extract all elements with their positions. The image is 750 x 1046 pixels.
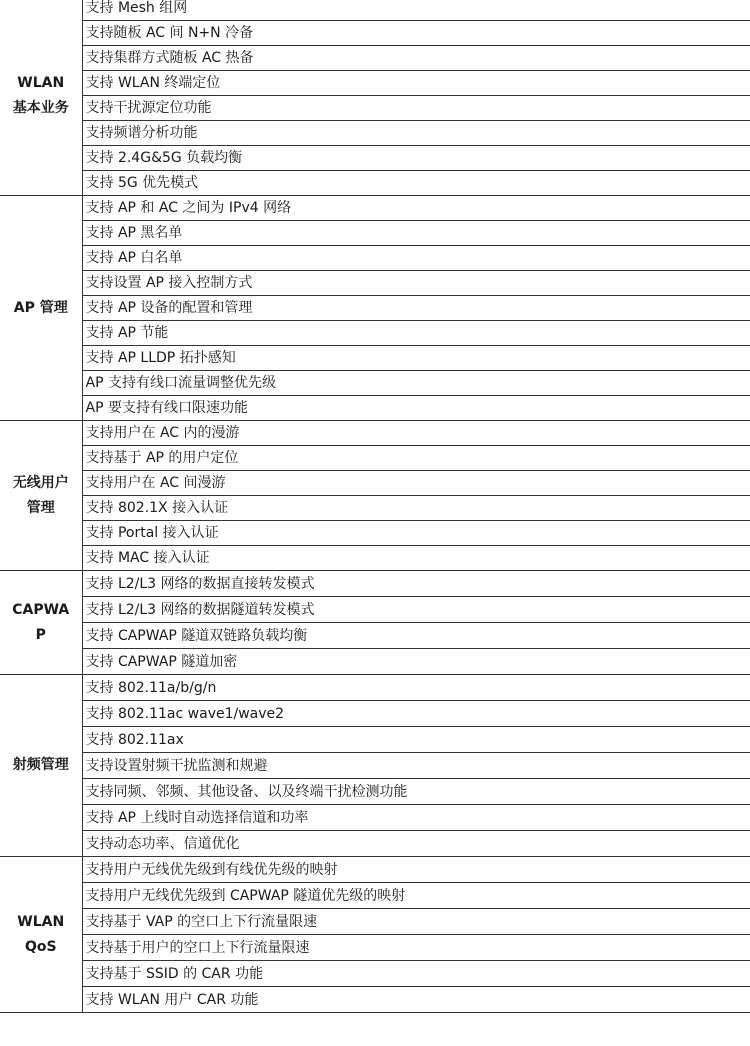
table-row [0,649,750,675]
table-row [0,831,750,857]
feature-cell: 支持 CAPWAP 隧道加密 [82,649,750,675]
table-row [0,246,750,271]
feature-cell: 支持 802.1X 接入认证 [82,496,750,521]
feature-cell: 支持动态功率、信道优化 [82,831,750,857]
table-row [0,146,750,171]
table-row [0,623,750,649]
feature-cell: 支持 802.11ax [82,727,750,753]
feature-cell: 支持同频、邻频、其他设备、以及终端干扰检测功能 [82,779,750,805]
feature-cell: 支持频谱分析功能 [82,121,750,146]
table-row [0,21,750,46]
table-row [0,396,750,421]
feature-cell: AP 要支持有线口限速功能 [82,396,750,421]
category-cell: CAPWA P [0,571,82,675]
category-cell: 射频管理 [0,675,82,857]
table-row [0,701,750,727]
feature-cell: 支持 AP 设备的配置和管理 [82,296,750,321]
feature-cell: 支持 AP 和 AC 之间为 IPv4 网络 [82,196,750,221]
feature-cell: 支持 AP 节能 [82,321,750,346]
table-row [0,171,750,196]
feature-cell: 支持用户在 AC 内的漫游 [82,421,750,446]
feature-cell: 支持 CAPWAP 隧道双链路负载均衡 [82,623,750,649]
feature-cell: 支持基于 SSID 的 CAR 功能 [82,961,750,987]
table-row [0,883,750,909]
table-row [0,496,750,521]
feature-cell: 支持 802.11ac wave1/wave2 [82,701,750,727]
feature-cell: 支持 Portal 接入认证 [82,521,750,546]
table-row [0,71,750,96]
table-row [0,571,750,597]
feature-cell: 支持 WLAN 终端定位 [82,71,750,96]
table-row [0,961,750,987]
table-row [0,296,750,321]
table-row [0,46,750,71]
feature-cell: 支持基于用户的空口上下行流量限速 [82,935,750,961]
table-row [0,521,750,546]
feature-cell: 支持用户无线优先级到有线优先级的映射 [82,857,750,883]
table-row [0,321,750,346]
table-row [0,346,750,371]
table-row [0,0,750,21]
table-row [0,935,750,961]
feature-cell: 支持 802.11a/b/g/n [82,675,750,701]
table-row [0,857,750,883]
feature-cell: 支持 AP 上线时自动选择信道和功率 [82,805,750,831]
feature-cell: 支持随板 AC 间 N+N 冷备 [82,21,750,46]
feature-cell: 支持 2.4G&5G 负载均衡 [82,146,750,171]
table-row [0,271,750,296]
feature-cell: 支持设置射频干扰监测和规避 [82,753,750,779]
feature-cell: 支持用户无线优先级到 CAPWAP 隧道优先级的映射 [82,883,750,909]
table-row [0,753,750,779]
table-row [0,371,750,396]
table-row [0,909,750,935]
feature-cell: 支持 AP 白名单 [82,246,750,271]
feature-cell: 支持用户在 AC 间漫游 [82,471,750,496]
table-row [0,121,750,146]
feature-cell: 支持 5G 优先模式 [82,171,750,196]
table-row [0,987,750,1013]
feature-cell: 支持设置 AP 接入控制方式 [82,271,750,296]
feature-cell: 支持集群方式随板 AC 热备 [82,46,750,71]
table-row [0,727,750,753]
table-row [0,446,750,471]
feature-cell: 支持 AP 黑名单 [82,221,750,246]
feature-cell: 支持 L2/L3 网络的数据直接转发模式 [82,571,750,597]
table-row [0,96,750,121]
table-row [0,675,750,701]
table-row [0,471,750,496]
table-row [0,546,750,571]
category-cell: AP 管理 [0,196,82,421]
feature-cell: 支持 AP LLDP 拓扑感知 [82,346,750,371]
feature-cell: 支持 Mesh 组网 [82,0,750,21]
category-cell: 无线用户 管理 [0,421,82,571]
table-row [0,805,750,831]
feature-cell: 支持 MAC 接入认证 [82,546,750,571]
table-row [0,779,750,805]
table-row [0,597,750,623]
feature-cell: 支持基于 VAP 的空口上下行流量限速 [82,909,750,935]
table-row [0,221,750,246]
feature-cell: AP 支持有线口流量调整优先级 [82,371,750,396]
category-cell: WLAN QoS [0,857,82,1013]
table-row [0,196,750,221]
feature-cell: 支持干扰源定位功能 [82,96,750,121]
category-cell: WLAN 基本业务 [0,0,82,196]
feature-cell: 支持基于 AP 的用户定位 [82,446,750,471]
feature-cell: 支持 WLAN 用户 CAR 功能 [82,987,750,1013]
table-row [0,421,750,446]
feature-cell: 支持 L2/L3 网络的数据隧道转发模式 [82,597,750,623]
